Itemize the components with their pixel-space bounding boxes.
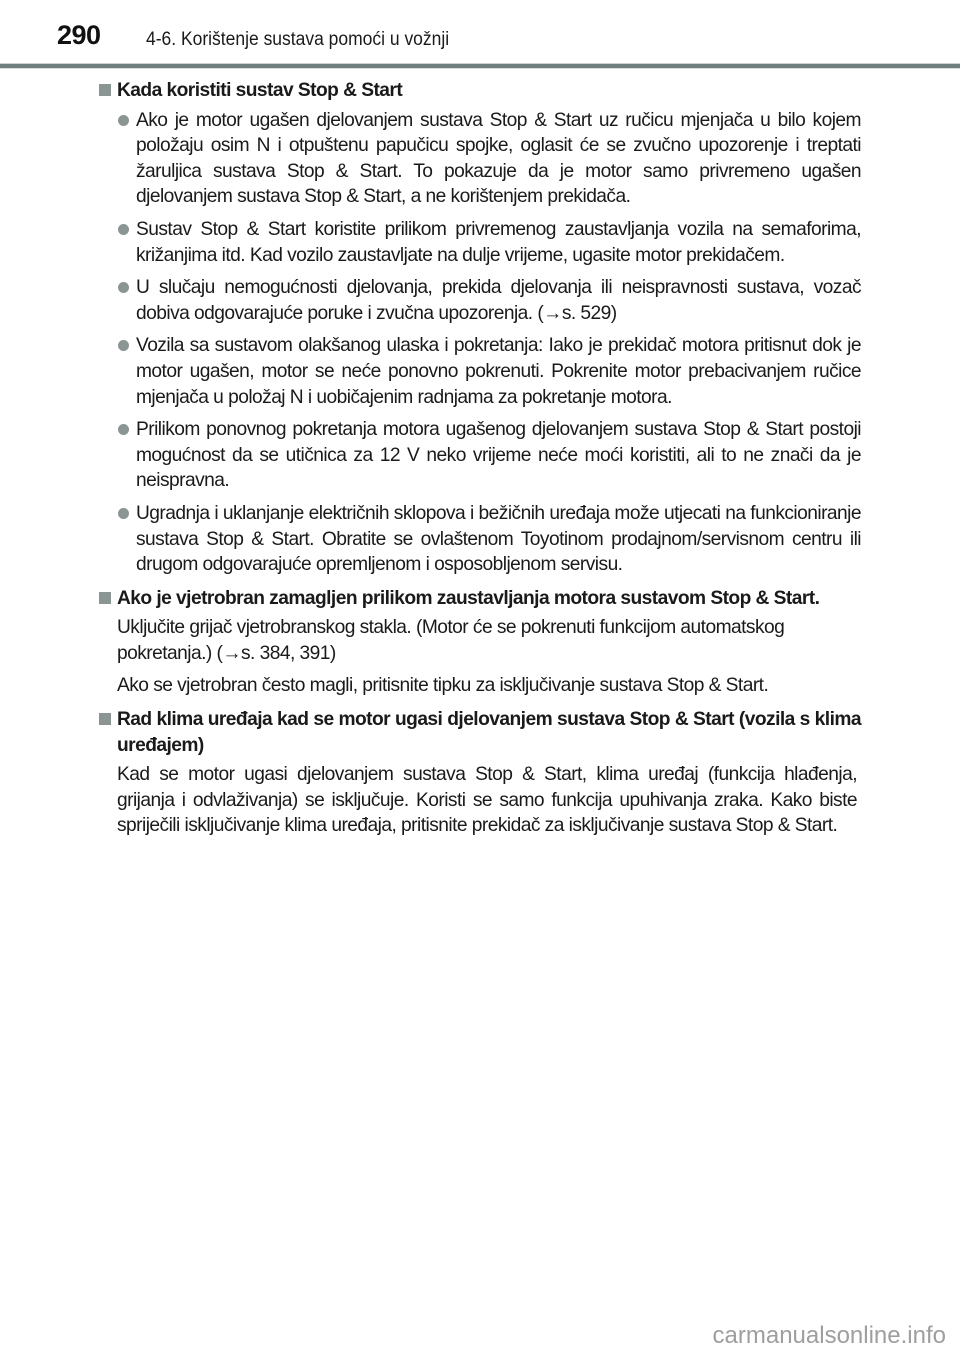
page-number: 290 — [57, 20, 101, 50]
square-bullet-icon — [99, 713, 111, 725]
header-divider — [0, 63, 960, 69]
list-item: Ugradnja i uklanjanje električnih sklopova i bežičnih uređaja može utjecati na funkcioniranje sustava Stop & Start. Obratite se ovlaštenom Toyotinom prodajnom/servisnom centru ili drugom odgovarajuće opremljenom i osposobljenom servisu. — [99, 501, 861, 578]
list-item: Sustav Stop & Start koristite prilikom privremenog zaustavljanja vozila na semaforima, križanjima itd. Kad vozilo zaustavljate na dulje vrijeme, ugasite motor prekidačem. — [99, 217, 861, 268]
circle-bullet-icon — [118, 224, 129, 235]
square-bullet-icon — [99, 592, 111, 604]
paragraph: Kad se motor ugasi djelovanjem sustava Stop & Start, klima uređaj (funkcija hlađenja, grijanja i odvlaživanja) se isključuje. Koristi se samo funkcija upuhivanja zraka. Kako biste spriječili isključivanje klima uređaja, pritisnite prekidač za isključivanje sustava Stop & Start. — [117, 764, 857, 837]
section-when-to-use — [99, 78, 861, 578]
square-bullet-icon — [99, 84, 111, 96]
list-item: Prilikom ponovnog pokretanja motora ugašenog djelovanjem sustava Stop & Start postoji mogućnost da se utičnica za 12 V neko vrijeme neće moći koristiti, ali to ne znači da je neispravna. — [99, 417, 861, 494]
circle-bullet-icon — [118, 282, 129, 293]
list-item: Ako je motor ugašen djelovanjem sustava Stop & Start uz ručicu mjenjača u bilo kojem položaju osim N i otpuštenu papučicu spojke, oglasit će se zvučno upozorenje i treptati žaruljica sustava Stop & Start. To pokazuje da je motor samo privremeno ugašen djelovanjem sustava Stop & Start, a ne korištenjem prekidača. — [99, 108, 861, 210]
circle-bullet-icon — [118, 340, 129, 351]
watermark: carmanualsonline.info — [712, 1322, 946, 1349]
paragraph: Uključite grijač vjetrobranskog stakla. (Motor će se pokrenuti funkcijom automatskog pokretanja.) (→s. 384, 391) — [117, 617, 785, 664]
section-heading: Rad klima uređaja kad se motor ugasi djelovanjem sustava Stop & Start (vozila s klima uređajem) — [99, 707, 861, 758]
section-heading: Ako je vjetrobran zamagljen prilikom zaustavljanja motora sustavom Stop & Start. — [99, 586, 861, 612]
circle-bullet-icon — [118, 508, 129, 519]
circle-bullet-icon — [118, 115, 129, 126]
section-air-conditioning — [99, 707, 861, 839]
page-content — [99, 78, 861, 847]
list-item: Vozila sa sustavom olakšanog ulaska i pokretanja: Iako je prekidač motora pritisnut dok je motor ugašen, motor se neće ponovno pokrenuti. Pokrenite motor prebacivanjem ručice mjenjača u položaj N i uobičajenim radnjama za pokretanje motora. — [99, 333, 861, 410]
section-heading: Kada koristiti sustav Stop & Start — [99, 78, 861, 104]
chapter-title: 4-6. Korištenje sustava pomoći u vožnji — [146, 29, 450, 50]
paragraph: Ako se vjetrobran često magli, pritisnite tipku za isključivanje sustava Stop & Start. — [117, 675, 769, 697]
circle-bullet-icon — [118, 424, 129, 435]
section-windshield-fogged — [99, 586, 861, 699]
list-item: U slučaju nemogućnosti djelovanja, prekida djelovanja ili neispravnosti sustava, vozač dobiva odgovarajuće poruke i zvučna upozorenja. (→s. 529) — [99, 275, 861, 326]
